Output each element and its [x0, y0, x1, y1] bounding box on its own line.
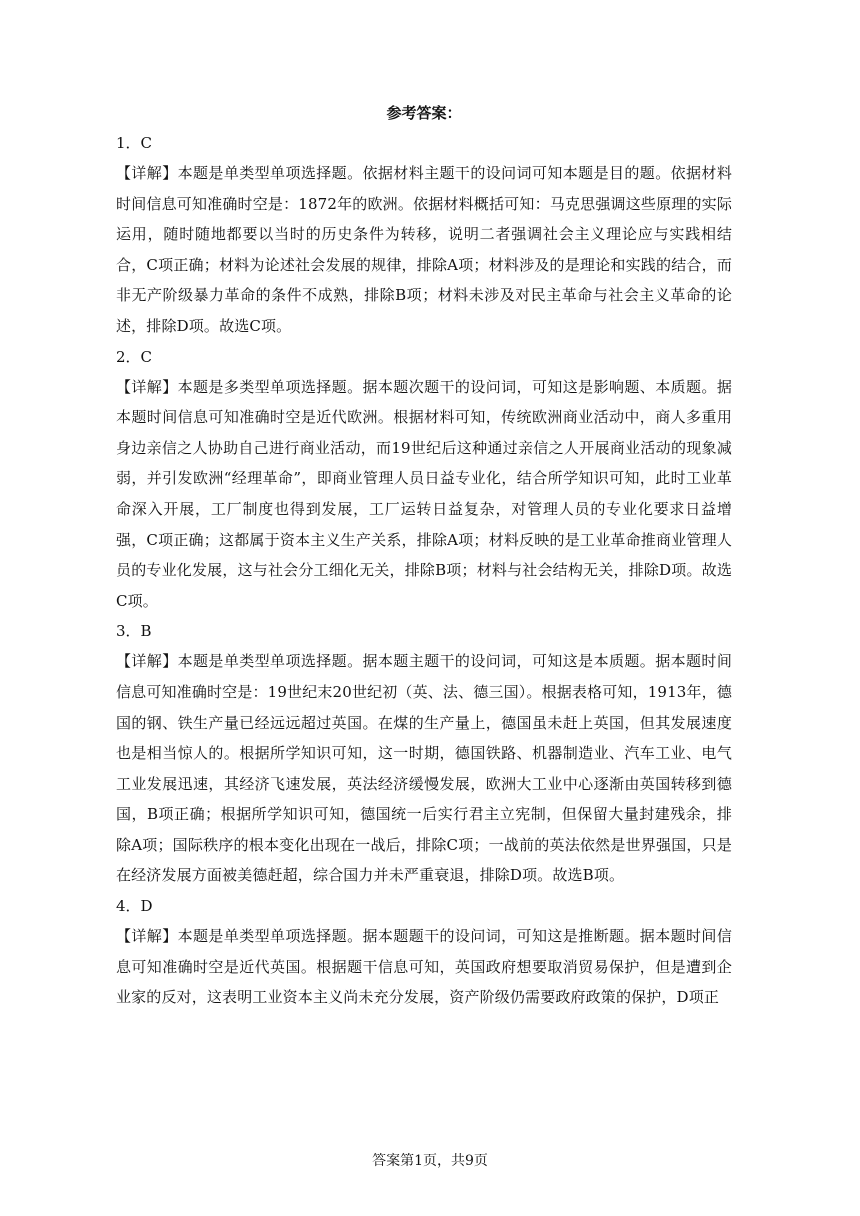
- answer-item-3: [116, 616, 732, 891]
- answer-item-4: [116, 891, 732, 1013]
- answer-explanation: 【详解】本题是单类型单项选择题。据本题主题干的设问词，可知这是本质题。据本题时间信息可知准确时空是：19世纪末20世纪初（英、法、德三国）。根据表格可知，1913年，德国的钢、铁生产量已经远远超过英国。在煤的生产量上，德国虽未赶上英国，但其发展速度也是相当惊人的。根据所学知识可知，这一时期，德国铁路、机器制造业、汽车工业、电气工业发展迅速，其经济飞速发展，英法经济缓慢发展，欧洲大工业中心逐渐由英国转移到德国，B项正确；根据所学知识可知，德国统一后实行君主立宪制，但保留大量封建残余，排除A项；国际秩序的根本变化出现在一战后，排除C项；一战前的英法依然是世界强国，只是在经济发展方面被美德赶超，综合国力并未严重衰退，排除D项。故选B项。: [116, 652, 732, 885]
- page-title: 参考答案：: [386, 104, 462, 122]
- page-footer: 答案第1页，共9页: [372, 1153, 488, 1169]
- answer-explanation: 【详解】本题是多类型单项选择题。据本题次题干的设问词，可知这是影响题、本质题。据本题时间信息可知准确时空是近代欧洲。根据材料可知，传统欧洲商业活动中，商人多重用身边亲信之人协助自己进行商业活动，而19世纪后这种通过亲信之人开展商业活动的现象减弱，并引发欧洲“经理革命”，即商业管理人员日益专业化，结合所学知识可知，此时工业革命深入开展，工厂制度也得到发展，工厂运转日益复杂，对管理人员的专业化要求日益增强，C项正确；这都属于资本主义生产关系，排除A项；材料反映的是工业革命推商业管理人员的专业化发展，这与社会分工细化无关，排除B项；材料与社会结构无关，排除D项。故选C项。: [116, 377, 732, 610]
- answer-item-2: [116, 342, 732, 617]
- answer-number: 1．C: [116, 134, 153, 152]
- answer-explanation: 【详解】本题是单类型单项选择题。依据材料主题干的设问词可知本题是目的题。依据材料时间信息可知准确时空是：1872年的欧洲。依据材料概括可知：马克思强调这些原理的实际运用，随时随地都要以当时的历史条件为转移，说明二者强调社会主义理论应与实践相结合，C项正确；材料为论述社会发展的规律，排除A项；材料涉及的是理论和实践的结合，而非无产阶级暴力革命的条件不成熟，排除B项；材料未涉及对民主革命与社会主义革命的论述，排除D项。故选C项。: [116, 164, 732, 335]
- answer-number: 3．B: [116, 622, 152, 641]
- answer-number: 2．C: [116, 347, 153, 366]
- answer-number: 4．D: [116, 897, 153, 916]
- answer-page: [116, 98, 732, 1013]
- answer-item-1: [116, 128, 732, 342]
- answer-explanation: 【详解】本题是单类型单项选择题。据本题题干的设问词，可知这是推断题。据本题时间信息可知准确时空是近代英国。根据题干信息可知，英国政府想要取消贸易保护，但是遭到企业家的反对，这表明工业资本主义尚未充分发展，资产阶级仍需要政府政策的保护，D项正: [116, 927, 732, 1007]
